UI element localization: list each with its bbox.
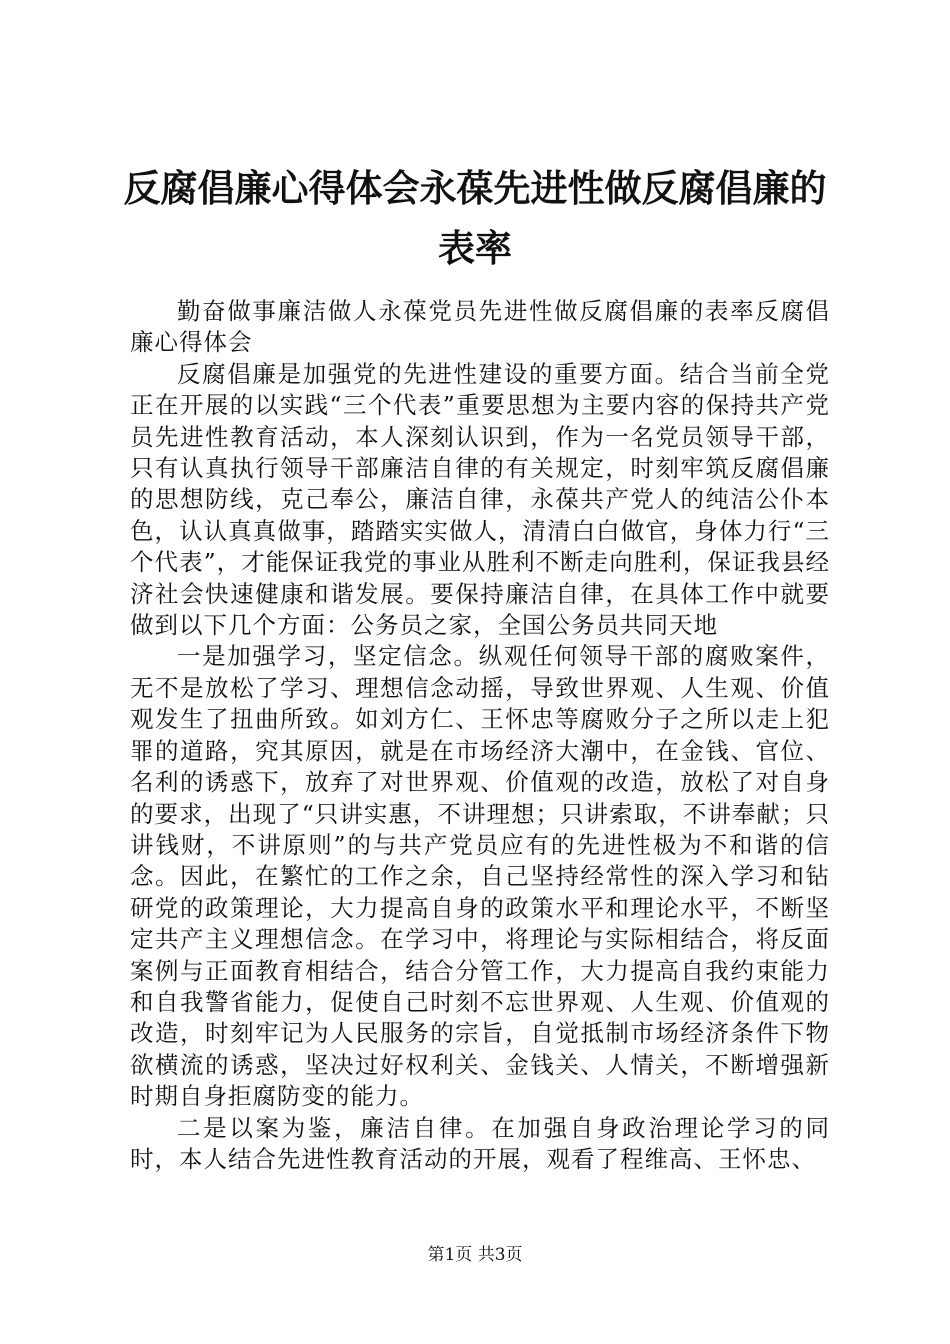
paragraph-intro: 反腐倡廉是加强党的先进性建设的重要方面。结合当前全党正在开展的以实践“三个代表”重要思想为主要内容的保持共产党员先进性教育活动，本人深刻认识到，作为一名党员领导干部，只有认真执行领导干部廉洁自律的有关规定，时刻牢筑反腐倡廉的思想防线，克己奉公，廉洁自律，永葆共产党人的纯洁公仆本色，认认真真做事，踏踏实实做人，清清白白做官，身体力行“三个代表”，才能保证我党的事业从胜利不断走向胜利，保证我县经济社会快速健康和谐发展。要保持廉洁自律，在具体工作中就要做到以下几个方面：公务员之家，全国公务员共同天地	[130, 359, 830, 640]
document-body	[130, 296, 830, 1175]
paragraph-subtitle: 勤奋做事廉洁做人永葆党员先进性做反腐倡廉的表率反腐倡廉心得体会	[130, 297, 830, 357]
paragraph-point-two: 二是以案为鉴，廉洁自律。在加强自身政治理论学习的同时，本人结合先进性教育活动的开展，观看了程维高、王怀忠、	[130, 1113, 830, 1173]
page-number-footer: 第1页 共3页	[427, 1245, 523, 1265]
paragraph-point-one: 一是加强学习，坚定信念。纵观任何领导干部的腐败案件，无不是放松了学习、理想信念动摇，导致世界观、人生观、价值观发生了扭曲所致。如刘方仁、王怀忠等腐败分子之所以走上犯罪的道路，究其原因，就是在市场经济大潮中，在金钱、官位、名利的诱惑下，放弃了对世界观、价值观的改造，放松了对自身的要求，出现了“只讲实惠，不讲理想；只讲索取，不讲奉献；只讲钱财，不讲原则”的与共产党员应有的先进性极为不和谐的信念。因此，在繁忙的工作之余，自己坚持经常性的深入学习和钻研党的政策理论，大力提高自身的政策水平和理论水平，不断坚定共产主义理想信念。在学习中，将理论与实际相结合，将反面案例与正面教育相结合，结合分管工作，大力提高自我约束能力和自我警省能力，促使自己时刻不忘世界观、人生观、价值观的改造，时刻牢记为人民服务的宗旨，自觉抵制市场经济条件下物欲横流的诱惑，坚决过好权利关、金钱关、人情关，不断增强新时期自身拒腐防变的能力。	[130, 642, 830, 1111]
document-title: 反腐倡廉心得体会永葆先进性做反腐倡廉的表率	[123, 166, 827, 270]
